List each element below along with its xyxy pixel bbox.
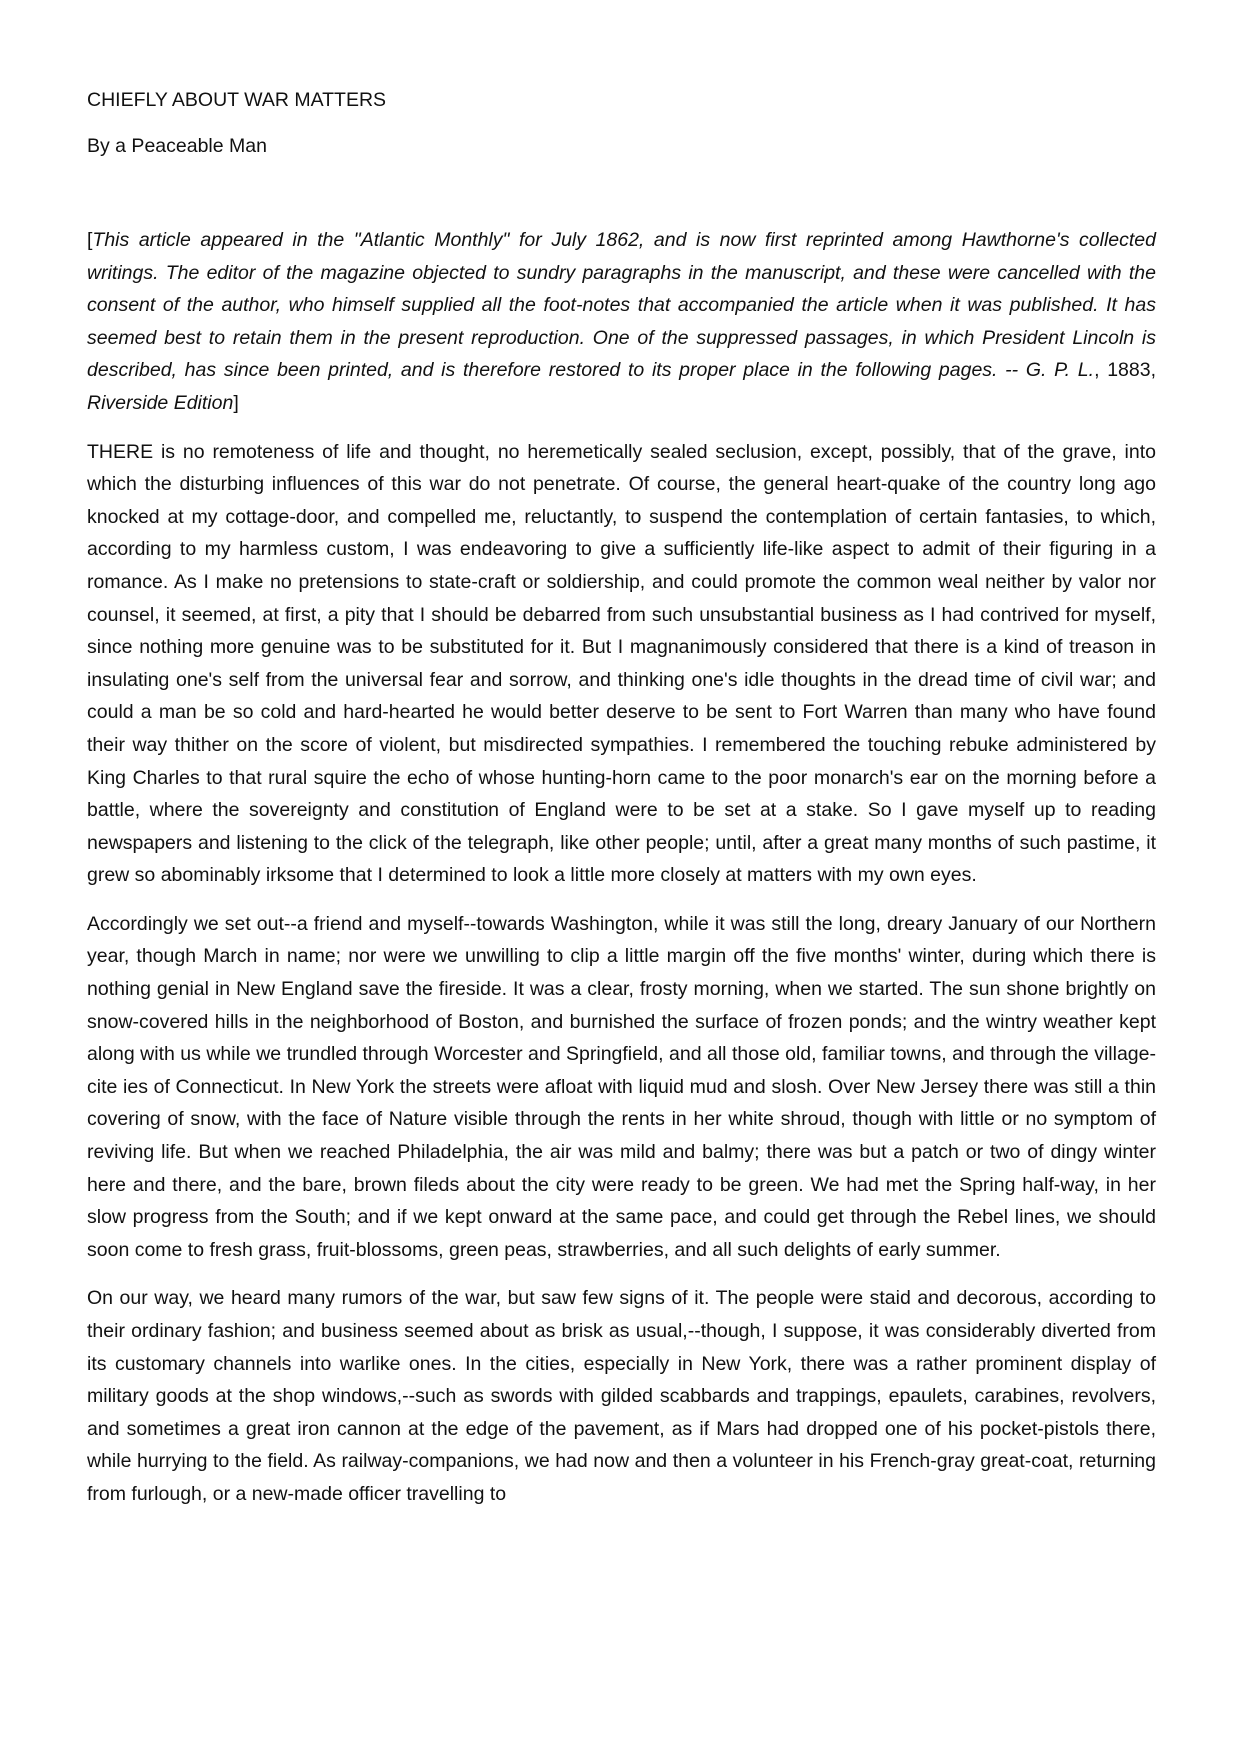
body-paragraph-3: On our way, we heard many rumors of the war, but saw few signs of it. The people were staid and decorous, according to their ordinary fashion; and business seemed about as brisk as usual,--though, I suppose, it was considerably diverted from its customary channels into warlike ones. In the cities, especially in New York, there was a rather prominent display of military goods at the shop windows,--such as swords with gilded scabbards and trappings, epaulets, carabines, revolvers, and sometimes a great iron cannon at the edge of the pavement, as if Mars had dropped one of his pocket-pistols there, while hurrying to the field. As railway-companions, we had now and then a volunteer in his French-gray great-coat, returning from furlough, or a new-made officer travelling to xyxy=(87,1287,1156,1505)
article-byline: By a Peaceable Man xyxy=(87,135,267,157)
article-title: CHIEFLY ABOUT WAR MATTERS xyxy=(87,89,387,111)
note-open-bracket: [ xyxy=(87,229,93,251)
editor-note xyxy=(87,224,1156,420)
editor-note-paragraph xyxy=(87,224,1156,420)
note-edition: Riverside Edition xyxy=(87,391,234,414)
note-close-bracket: ] xyxy=(233,391,239,414)
body-paragraph-1: THERE is no remoteness of life and thought, no heremetically sealed seclusion, except, possibly, that of the grave, into which the disturbing influences of this war do not penetrate. Of course, the general heart-quake of the country long ago knocked at my cottage-door, and compelled me, reluctantly, to suspend the contemplation of certain fantasies, to which, according to my harmless custom, I was endeavoring to give a sufficiently life-like aspect to admit of their figuring in a romance. As I make no pretensions to state-craft or soldiership, and could promote the common weal neither by valor nor counsel, it seemed, at first, a pity that I should be debarred from such unsubstantial business as I had contrived for myself, since nothing more genuine was to be substituted for it. But I magnanimously considered that there is a kind of treason in insulating one's self from the universal fear and sorrow, and thinking one's idle thoughts in the dread time of civil war; and could a man be so cold and hard-hearted he would better deserve to be sent to Fort Warren than many who have found their way thither on the score of violent, but misdirected sympathies. I remembered the touching rebuke administered by King Charles to that rural squire the echo of whose hunting-horn came to the poor monarch's ear on the morning before a battle, where the sovereignty and constitution of England were to be set at a stake. So I gave myself up to reading newspapers and listening to the click of the telegraph, like other people; until, after a great many months of such pastime, it grew so abominably irksome that I determined to look a little more closely at matters with my own eyes. xyxy=(87,440,1156,887)
note-year: , 1883, xyxy=(1094,359,1156,382)
body-paragraph-2: Accordingly we set out--a friend and myself--towards Washington, while it was still the long, dreary January of our Northern year, though March in name; nor were we unwilling to clip a little margin off the five months' winter, during which there is nothing genial in New England save the fireside. It was a clear, frosty morning, when we started. The sun shone brightly on snow-covered hills in the neighborhood of Boston, and burnished the surface of frozen ponds; and the wintry weather kept along with us while we trundled through Worcester and Springfield, and all those old, familiar towns, and through the village-cite ies of Connecticut. In New York the streets were afloat with liquid mud and slosh. Over New Jersey there was still a thin covering of snow, with the face of Nature visible through the rents in her white shroud, though with little or no symptom of reviving life. But when we reached Philadelphia, the air was mild and balmy; there was but a patch or two of dingy winter here and there, and the bare, brown fileds about the city were ready to be green. We had met the Spring half-way, in her slow progress from the South; and if we kept onward at the same pace, and could get through the Rebel lines, we should soon come to fresh grass, fruit-blossoms, green peas, strawberries, and all such delights of early summer. xyxy=(87,912,1156,1261)
document-page xyxy=(87,86,1156,1527)
note-body: This article appeared in the "Atlantic Monthly" for July 1862, and is now first reprinted among Hawthorne's collected writings. The editor of the magazine objected to sundry paragraphs in the manuscript, and these were cancelled with the consent of the author, who himself supplied all the foot-notes that accompanied the article when it was published. It has seemed best to retain them in the present reproduction. One of the suppressed passages, in which President Lincoln is described, has since been printed, and is therefore restored to its proper place in the following pages. -- G. P. L. xyxy=(87,229,1156,382)
